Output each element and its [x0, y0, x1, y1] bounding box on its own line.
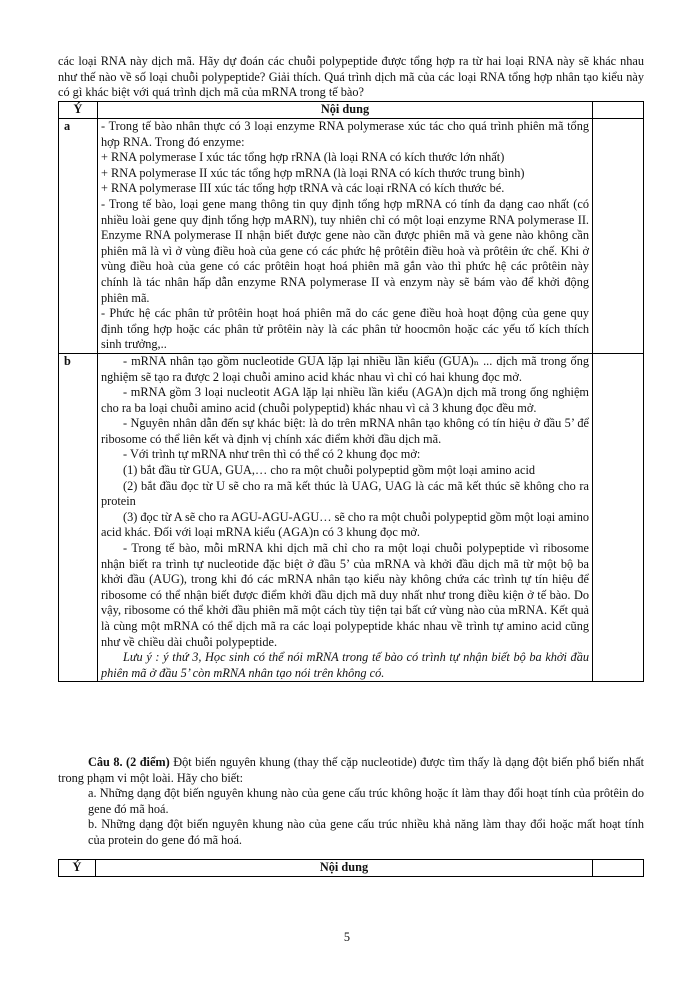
header-content: Nội dung	[96, 860, 593, 877]
q8-title: Câu 8. (2 điểm)	[88, 755, 170, 769]
header-content: Nội dung	[98, 102, 593, 119]
q8-part-b: b. Những dạng đột biến nguyên khung nào của gene cấu trúc nhiều khả năng làm thay đổi hoặc mất hoạt tính của protein do gene đó mã hoá.	[88, 817, 644, 847]
page-number: 5	[343, 930, 351, 944]
row-b-para: (3) đọc từ A sẽ cho ra AGU-AGU-AGU… sẽ cho ra một chuỗi polypeptid gồm một loại amino acid khác. Đối với loại mRNA kiểu (AGA)n có 3 khung đọc mở.	[101, 509, 590, 540]
row-b-para: (1) bắt đầu từ GUA, GUA,… cho ra một chuỗi polypeptid gồm một loại amino acid	[123, 463, 536, 478]
row-b-para: - Nguyên nhân dẫn đến sự khác biệt: là do trên mRNA nhân tạo không có tín hiệu ở đầu 5’ để ribosome có thể liên kết và định vị chính xác điểm khởi đầu dịch mã.	[101, 416, 589, 446]
row-a-label: a	[59, 119, 98, 354]
table-header-row	[59, 860, 644, 877]
q8-part-a: a. Những dạng đột biến nguyên khung nào của gene cấu trúc không hoặc ít làm thay đổi hoạt tính của prôtêin do gene đó mã hoá.	[88, 786, 644, 816]
row-b-label: b	[59, 353, 98, 681]
header-score	[593, 860, 644, 877]
row-a-line: + RNA polymerase III xúc tác tổng hợp tRNA và các loại rRNA có kích thước bé.	[101, 181, 505, 196]
row-b-content	[98, 353, 593, 681]
answer-table-q7	[58, 101, 644, 682]
row-b-note: Lưu ý : ý thứ 3, Học sinh có thể nói mRNA trong tế bào có trình tự nhận biết bộ ba khởi đầu phiên mã ở đầu 5’ còn mRNA nhân tạo nói trên không có.	[101, 650, 589, 680]
header-y: Ý	[59, 860, 96, 877]
row-b-para: (2) bắt đầu đọc từ U sẽ cho ra mã kết thúc là UAG, UAG là các mã kết thúc sẽ không cho ra protein	[101, 478, 589, 509]
header-score	[593, 102, 644, 119]
intro-text: các loại RNA này dịch mã. Hãy dự đoán các chuỗi polypeptide được tổng hợp ra từ hai loại RNA này sẽ khác nhau như thế nào về số loại chuỗi polypeptide? Giải thích. Quá trình dịch mã của các loại RNA tổng hợp nhân tạo kiểu này có gì khác biệt với quá trình dịch mã của mRNA trong tế bào?	[58, 54, 644, 100]
row-b-para: - Với trình tự mRNA như trên thì có thể có 2 khung đọc mở:	[123, 447, 421, 462]
q8-lead	[58, 755, 644, 786]
row-a-line: - Trong tế bào nhân thực có 3 loại enzyme RNA polymerase xúc tác cho quá trình phiên mã tổng hợp RNA. Trong đó enzyme:	[101, 119, 589, 149]
row-b-para: - mRNA nhân tạo gồm nucleotide GUA lặp lại nhiều lần kiểu (GUA)ₙ ... dịch mã trong ống nghiệm sẽ tạo ra được 2 loại chuỗi amino acid khác nhau vì chỉ có hai khung đọc mở.	[101, 353, 589, 384]
table-row-b	[59, 353, 644, 681]
row-a-line: + RNA polymerase I xúc tác tổng hợp rRNA (là loại RNA có kích thước lớn nhất)	[101, 150, 505, 165]
question-intro	[58, 54, 644, 101]
row-a-content	[98, 119, 593, 354]
row-a-line: - Phức hệ các phân tử prôtêin hoạt hoá phiên mã do các gene điều hoà hoạt động của gene quy định tổng hợp hoặc các phân tử prôtêin này là các phân tử hoocmôn hoặc các yếu tố kích thích sinh trưởng,..	[101, 306, 589, 352]
row-a-score	[593, 119, 644, 354]
row-a-line: + RNA polymerase II xúc tác tổng hợp mRNA (là loại RNA có kích thước trung bình)	[101, 165, 525, 180]
answer-table-q8	[58, 859, 644, 877]
table-row-a	[59, 119, 644, 354]
row-b-para: - Trong tế bào, mỗi mRNA khi dịch mã chỉ cho ra một loại chuỗi polypeptide vì ribosome nhận biết ra trình tự nucleotide đặc biệt ở đầu 5’ của mRNA và khởi đầu dịch mã từ một bộ ba khởi đầu (AUG), trong khi đó các mRNA nhân tạo kiểu này không chứa các trình tự tín hiệu để ribosome có thể nhận biết được điểm khởi đầu dịch mã duy nhất như trong điều kiện ở tế bào. Do vậy, ribosome có thể khởi đầu phiên mã một cách tùy tiện tại bất cứ vùng nào của mRNA. Kết quả là cùng một mRNA có thể dịch mã ra các loại polypeptide khác nhau về trình tự amino acid cũng như về chiều dài chuỗi polypeptide.	[101, 541, 589, 649]
row-b-para: - mRNA gồm 3 loại nucleotit AGA lặp lại nhiều lần kiểu (AGA)n dịch mã trong ống nghiệm cho ra ba loại chuỗi amino acid (chuỗi polypeptid) khác nhau vì cả 3 khung đọc đều mở.	[101, 385, 589, 415]
q8-text: Đột biến nguyên khung (thay thế cặp nucleotide) được tìm thấy là dạng đột biến phổ biến nhất trong phạm vi một loài. Hãy cho biết:	[58, 755, 645, 785]
row-a-line: - Trong tế bào, loại gene mang thông tin quy định tổng hợp mRNA có tính đa dạng cao nhất (có nhiều loài gene quy định tổng hợp mARN), tuy nhiên chỉ có một loại enzyme RNA polymerase II. Enzyme RNA polymerase II nhận biết được gene nào cần được phiên mã và gene nào không cần phiên mã là vì ở vùng điều hoà của gene có các phức hệ prôtêin điều hoà và prôtêin ức chế. Khi ở vùng điều hoà của gene có các prôtêin hoạt hoá phiên mã gắn vào thì phức hệ các prôtêin này chính là tác nhân hấp dẫn enzyme RNA polymerase II và enzym này sẽ bám vào để khởi động phiên mã.	[101, 196, 589, 305]
row-b-score	[593, 353, 644, 681]
table-header-row	[59, 102, 644, 119]
header-y: Ý	[59, 102, 98, 119]
question-8	[58, 755, 644, 849]
